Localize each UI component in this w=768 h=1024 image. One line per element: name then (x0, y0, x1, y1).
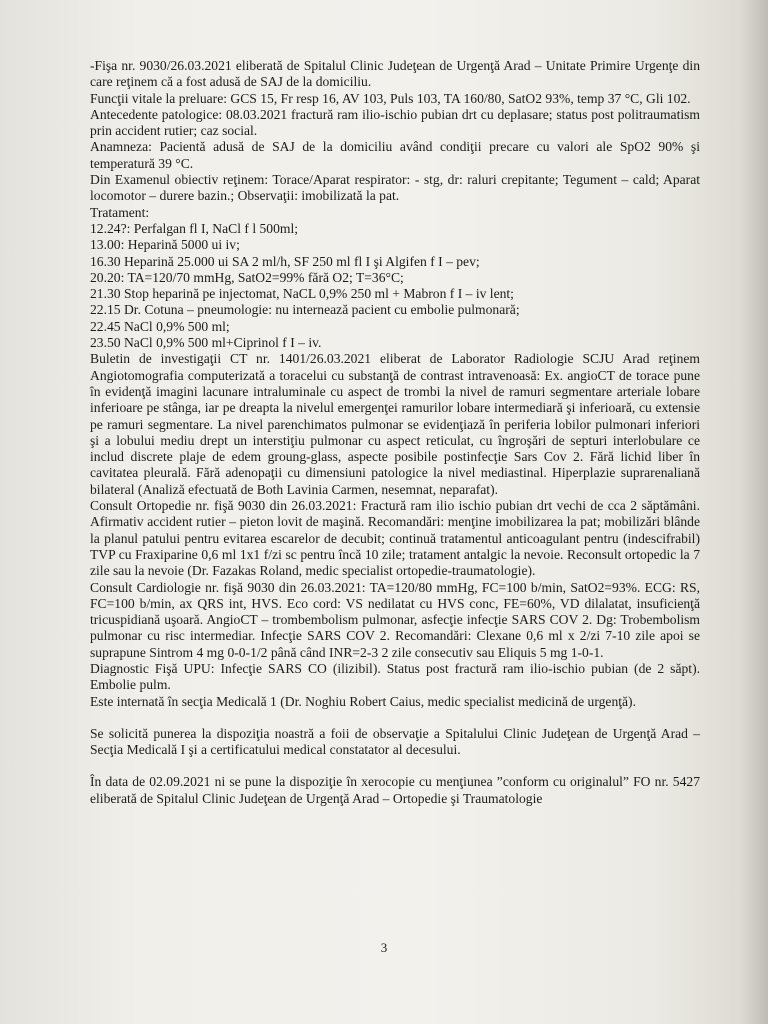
paragraph-upu-record: -Fişa nr. 9030/26.03.2021 eliberată de Spitalul Clinic Judeţean de Urgenţă Arad – Unitate Primire Urgenţe din care reţinem că a fost adusă de SAJ de la domiciliu. (90, 58, 700, 90)
treatment-line: 13.00: Heparină 5000 ui iv; (90, 237, 240, 253)
treatment-line: 12.24?: Perfalgan fl I, NaCl f l 500ml; (90, 220, 299, 236)
page-shadow (740, 0, 768, 1024)
treatment-line: 23.50 NaCl 0,9% 500 ml+Ciprinol f I – iv. (90, 335, 322, 351)
paragraph-anamnesis: Anamneza: Pacientă adusă de SAJ de la domiciliu având condiţii precare cu valori ale SpO2 90% şi temperatură 39 °C. (90, 139, 700, 171)
treatment-line: 20.20: TA=120/70 mmHg, SatO2=99% fără O2; T=36°C; (90, 269, 404, 285)
paragraph-orthopedic-consult: Consult Ortopedie nr. fişă 9030 din 26.03.2021: Fractură ram ilio ischio pubian drt vechi de cca 2 săptămâni. Afirmativ accident rutier – pieton lovit de maşină. Recomandări: menţine imobilizarea la pat; mobilizări blânde la planul patului pentru evitarea escarelor de decubit; continuă tratamentul anticoagulant pentru (indescifrabil) TVP cu Fraxiparine 0,6 ml 1x1 f/zi sc pentru încă 10 zile; tratament antalgic la nevoie. Reconsult ortopedic la 7 zile sau la nevoie (Dr. Fazakas Roland, medic specialist ortopedie-traumatologie). (90, 498, 700, 579)
paragraph-final: În data de 02.09.2021 ni se pune la dispoziţie în xerocopie cu menţiunea ”conform cu originalul” FO nr. 5427 eliberată de Spitalul Clinic Judeţean de Urgenţă Arad – Ortopedie şi Traumatologie (90, 774, 700, 806)
treatment-line: 16.30 Heparină 25.000 ui SA 2 ml/h, SF 250 ml fl I şi Algifen f I – pev; (90, 253, 480, 269)
paragraph-request: Se solicită punerea la dispoziţia noastră a foii de observaţie a Spitalului Clinic Judeţean de Urgenţă Arad – Secţia Medicală I şi a certificatului medical constatator al decesului. (90, 725, 700, 758)
treatment-line: 21.30 Stop heparină pe injectomat, NaCL 0,9% 250 ml + Mabron f I – iv lent; (90, 286, 514, 302)
paragraph-admission: Este internată în secţia Medicală 1 (Dr. Noghiu Robert Caius, medic specialist medicină de urgenţă). (90, 693, 636, 709)
paragraph-medical-history: Antecedente patologice: 08.03.2021 fractură ram ilio-ischio pubian drt cu deplasare; status post politraumatism prin accident rutier; caz social. (90, 106, 700, 139)
page-number: 3 (380, 940, 388, 955)
paragraph-upu-diagnosis: Diagnostic Fişă UPU: Infecţie SARS CO (ilizibil). Status post fractură ram ilio-ischio pubian (de 2 săpt). Embolie pulm. (90, 660, 700, 693)
paragraph-spacer (90, 710, 700, 726)
document-body (90, 58, 700, 807)
paragraph-cardiology-consult: Consult Cardiologie nr. fişă 9030 din 26.03.2021: TA=120/80 mmHg, FC=100 b/min, SatO2=93%. ECG: RS, FC=100 b/min, ax QRS int, HVS. Eco cord: VS nedilatat cu HVS conc, FE=60%, VD dilalatat, insuficienţă tricuspidiană uşoară. AngioCT – trombembolism pulmonar, asfecţie infecţie SARS COV 2. Dg: Trobembolism pulmonar cu risc intermediar. Infecţie SARS COV 2. Recomandări: Clexane 0,6 ml x 2/zi 7-10 zile apoi se suprapune Sintrom 4 mg 0-0-1/2 până când INR=2-3 2 zile consecutiv sau Eliquis 5 mg 1-0-1. (90, 579, 700, 660)
treatment-line: 22.15 Dr. Cotuna – pneumologie: nu internează pacient cu embolie pulmonară; (90, 302, 520, 318)
paragraph-treatment-heading: Tratament: (90, 204, 150, 220)
paragraph-clinical-exam: Din Examenul obiectiv reţinem: Torace/Aparat respirator: - stg, dr: raluri crepitante; Tegument – cald; Aparat locomotor – durere bazin.; Observaţii: imobilizată la pat. (90, 172, 700, 204)
paragraph-spacer (90, 758, 700, 774)
paragraph-vital-functions: Funcţii vitale la preluare: GCS 15, Fr resp 16, AV 103, Puls 103, TA 160/80, SatO2 93%, temp 37 °C, Gli 102. (90, 90, 691, 106)
paragraph-ct-report: Buletin de investigaţii CT nr. 1401/26.03.2021 eliberat de Laborator Radiologie SCJU Arad reţinem Angiotomografia computerizată a toracelui cu substanţă de contrast intravenoasă: Ex. angioCT de torace pune în evidenţă imagini lacunare intraluminale cu aspect de trombi la nivel de ramuri segmentare arteriale lobare inferioare pe stânga, iar pe dreapta la nivelul emergenţei ramurilor lobare intermediară şi inferioară, cu extensie pe ramuri segmentare. La nivel parenchimatos pulmonar se evidenţiază în periferia lobilor pulmonari inferiori şi a lobului mediu drept un interstiţiu pulmonar cu aspect reticulat, cu îngroşări de septuri interlobulare ce includ discrete plaje de edem groung-glass, aspecte posibile postinfecţie Sars Cov 2. Fără lichid liber în cavitatea pleurală. Fără adenopaţii cu dimensiuni patologice la nivel mediastinal. Hiperplazie suprarenaliană bilateral (Analiză efectuată de Both Lavinia Carmen, nesemnat, neparafat). (90, 351, 700, 497)
treatment-line: 22.45 NaCl 0,9% 500 ml; (90, 318, 230, 334)
